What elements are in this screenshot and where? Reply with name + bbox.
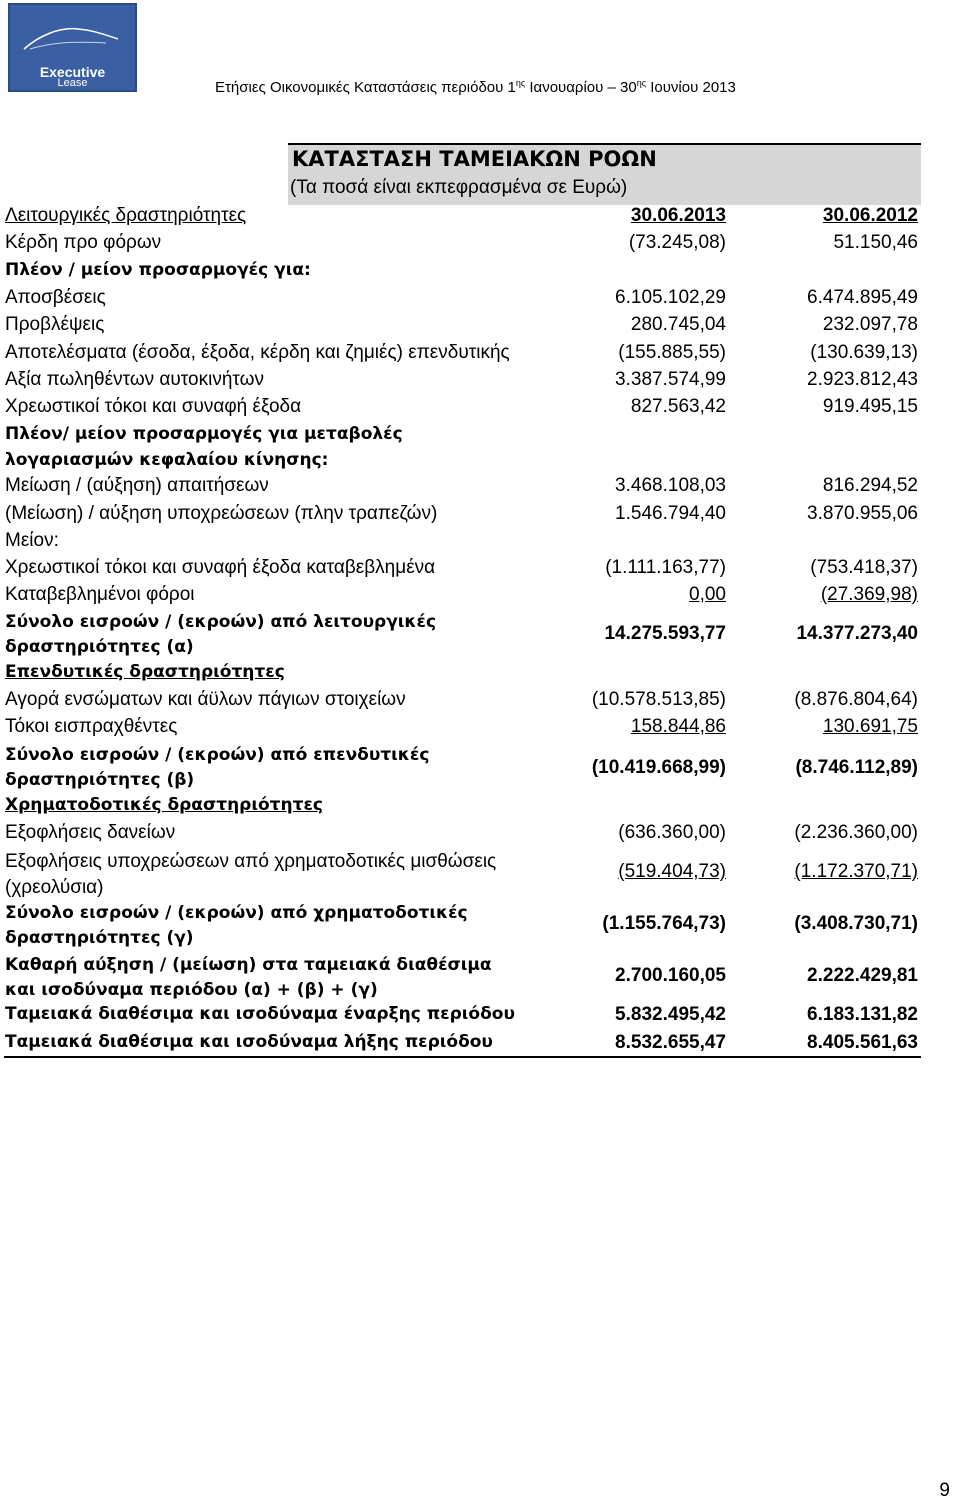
row-label: Αποτελέσματα (έσοδα, έξοδα, κέρδη και ζημιές) επενδυτικής (5, 342, 510, 363)
row-value-2013: 280.745,04 (630, 314, 726, 335)
row-label: λογαριασμών κεφαλαίου κίνησης: (5, 450, 329, 470)
row-value-2013: (73.245,08) (628, 232, 726, 253)
row-label: Πλέον/ μείον προσαρμογές για μεταβολές (5, 424, 403, 444)
row-label: Κέρδη προ φόρων (5, 232, 162, 253)
row-value-2013: 6.105.102,29 (615, 287, 726, 308)
row-label-line: Σύνολο εισροών / (εκροών) από λειτουργικές (5, 612, 437, 632)
row-label-line: και ισοδύναμα περιόδου (α) + (β) + (γ) (5, 980, 378, 1000)
row-label-line: δραστηριότητες (α) (5, 637, 194, 657)
row-value-2013: 8.532.655,47 (615, 1032, 726, 1053)
section-heading-investing: Επενδυτικές δραστηριότητες (5, 662, 285, 682)
row-label-line: Καθαρή αύξηση / (μείωση) στα ταμειακά διαθέσιμα (5, 955, 492, 975)
row-value-2013: 158.844,86 (630, 716, 726, 737)
header-title-part: Ιουνίου 2013 (646, 79, 736, 96)
row-label: Τόκοι εισπραχθέντες (5, 716, 178, 737)
car-silhouette-icon (10, 5, 135, 65)
bottom-rule (4, 1056, 921, 1058)
row-label: Ταμειακά διαθέσιμα και ισοδύναμα λήξης περιόδου (5, 1032, 493, 1052)
logo-text-lease: Lease (57, 77, 88, 89)
column-header-2012: 30.06.2012 (822, 205, 918, 226)
row-label: Αξία πωληθέντων αυτοκινήτων (5, 369, 264, 390)
row-value-2013: (1.155.764,73) (602, 913, 726, 934)
row-value-2012: 919.495,15 (822, 396, 918, 417)
row-label (5, 901, 468, 951)
row-value-2013: 5.832.495,42 (615, 1004, 726, 1025)
row-label: Χρεωστικοί τόκοι και συναφή έξοδα (5, 396, 302, 417)
logo-text-executive: Executive (39, 64, 106, 80)
row-value-2013: 2.700.160,05 (615, 965, 726, 986)
header-title-part: Ετήσιες Οικονομικές Καταστάσεις περιόδου 1 (215, 79, 516, 96)
row-value-2013: (636.360,00) (618, 822, 726, 843)
statement-subtitle: (Τα ποσά είναι εκπεφρασμένα σε Ευρώ) (290, 177, 628, 198)
row-value-2012: 2.222.429,81 (807, 965, 918, 986)
page-number: 9 (939, 1480, 950, 1501)
row-value-2012: 3.870.955,06 (807, 503, 918, 524)
row-value-2013: (1.111.163,77) (605, 557, 726, 578)
row-label (5, 849, 496, 901)
row-label-line: Σύνολο εισροών / (εκροών) από χρηματοδοτικές (5, 903, 468, 923)
row-value-2012: 816.294,52 (822, 475, 918, 496)
row-label-line: (χρεολύσια) (5, 877, 104, 898)
row-label (5, 743, 429, 793)
row-value-2012: (27.369,98) (820, 584, 918, 605)
document-header-title (215, 78, 736, 96)
row-value-2012: 2.923.812,43 (807, 369, 918, 390)
row-label: Εξοφλήσεις δανείων (5, 822, 176, 843)
row-label (5, 953, 492, 1003)
section-heading-financing: Χρηματοδοτικές δραστηριότητες (5, 795, 323, 815)
row-label: Προβλέψεις (5, 314, 105, 335)
row-value-2013: (10.578.513,85) (591, 689, 726, 710)
row-value-2013: 0,00 (689, 584, 726, 605)
row-value-2013: 3.387.574,99 (615, 369, 726, 390)
row-label: (Μείωση) / αύξηση υποχρεώσεων (πλην τραπεζών) (5, 503, 438, 524)
row-label: Αποσβέσεις (5, 287, 106, 308)
row-label: Μείον: (5, 530, 59, 551)
row-value-2012: (753.418,37) (810, 557, 918, 578)
row-label: Μείωση / (αύξηση) απαιτήσεων (5, 475, 269, 496)
row-label-line: Εξοφλήσεις υποχρεώσεων από χρηματοδοτικές μισθώσεις (5, 851, 497, 872)
row-value-2012: (2.236.360,00) (794, 822, 918, 843)
row-value-2012: (130.639,13) (810, 342, 918, 363)
row-value-2012: 6.183.131,82 (807, 1004, 918, 1025)
row-value-2013: (155.885,55) (618, 342, 726, 363)
company-logo (8, 3, 137, 92)
row-label: Πλέον / μείον προσαρμογές για: (5, 260, 311, 280)
row-value-2012: 6.474.895,49 (807, 287, 918, 308)
statement-title: ΚΑΤΑΣΤΑΣΗ ΤΑΜΕΙΑΚΩΝ ΡΟΩΝ (292, 147, 657, 171)
row-label: Καταβεβλημένοι φόροι (5, 584, 195, 605)
row-value-2012: 232.097,78 (822, 314, 918, 335)
row-value-2012: 8.405.561,63 (807, 1032, 918, 1053)
row-value-2012: (3.408.730,71) (794, 913, 918, 934)
section-heading-operating: Λειτουργικές δραστηριότητες (5, 205, 247, 226)
row-value-2013: 14.275.593,77 (604, 623, 726, 644)
row-value-2012: 130.691,75 (822, 716, 918, 737)
header-title-sup: ης (515, 78, 526, 88)
row-label-line: Σύνολο εισροών / (εκροών) από επενδυτικές (5, 745, 430, 765)
row-value-2013: (10.419.668,99) (591, 757, 726, 778)
column-header-2013: 30.06.2013 (630, 205, 726, 226)
row-label: Ταμειακά διαθέσιμα και ισοδύναμα έναρξης περιόδου (5, 1004, 515, 1024)
row-label-line: δραστηριότητες (γ) (5, 928, 194, 948)
row-label: Αγορά ενσώματων και άϋλων πάγιων στοιχείων (5, 689, 406, 710)
header-title-part: Ιανουαρίου – 30 (525, 79, 637, 96)
row-value-2012: (1.172.370,71) (794, 861, 918, 882)
header-title-sup: ης (636, 78, 647, 88)
row-value-2013: 827.563,42 (630, 396, 726, 417)
row-value-2012: 51.150,46 (833, 232, 918, 253)
row-value-2013: 1.546.794,40 (615, 503, 726, 524)
row-label: Χρεωστικοί τόκοι και συναφή έξοδα καταβεβλημένα (5, 557, 436, 578)
row-label (5, 610, 436, 660)
row-value-2012: (8.876.804,64) (794, 689, 918, 710)
row-value-2012: 14.377.273,40 (796, 623, 918, 644)
row-value-2012: (8.746.112,89) (795, 757, 918, 778)
row-label-line: δραστηριότητες (β) (5, 770, 195, 790)
row-value-2013: 3.468.108,03 (615, 475, 726, 496)
row-value-2013: (519.404,73) (618, 861, 726, 882)
